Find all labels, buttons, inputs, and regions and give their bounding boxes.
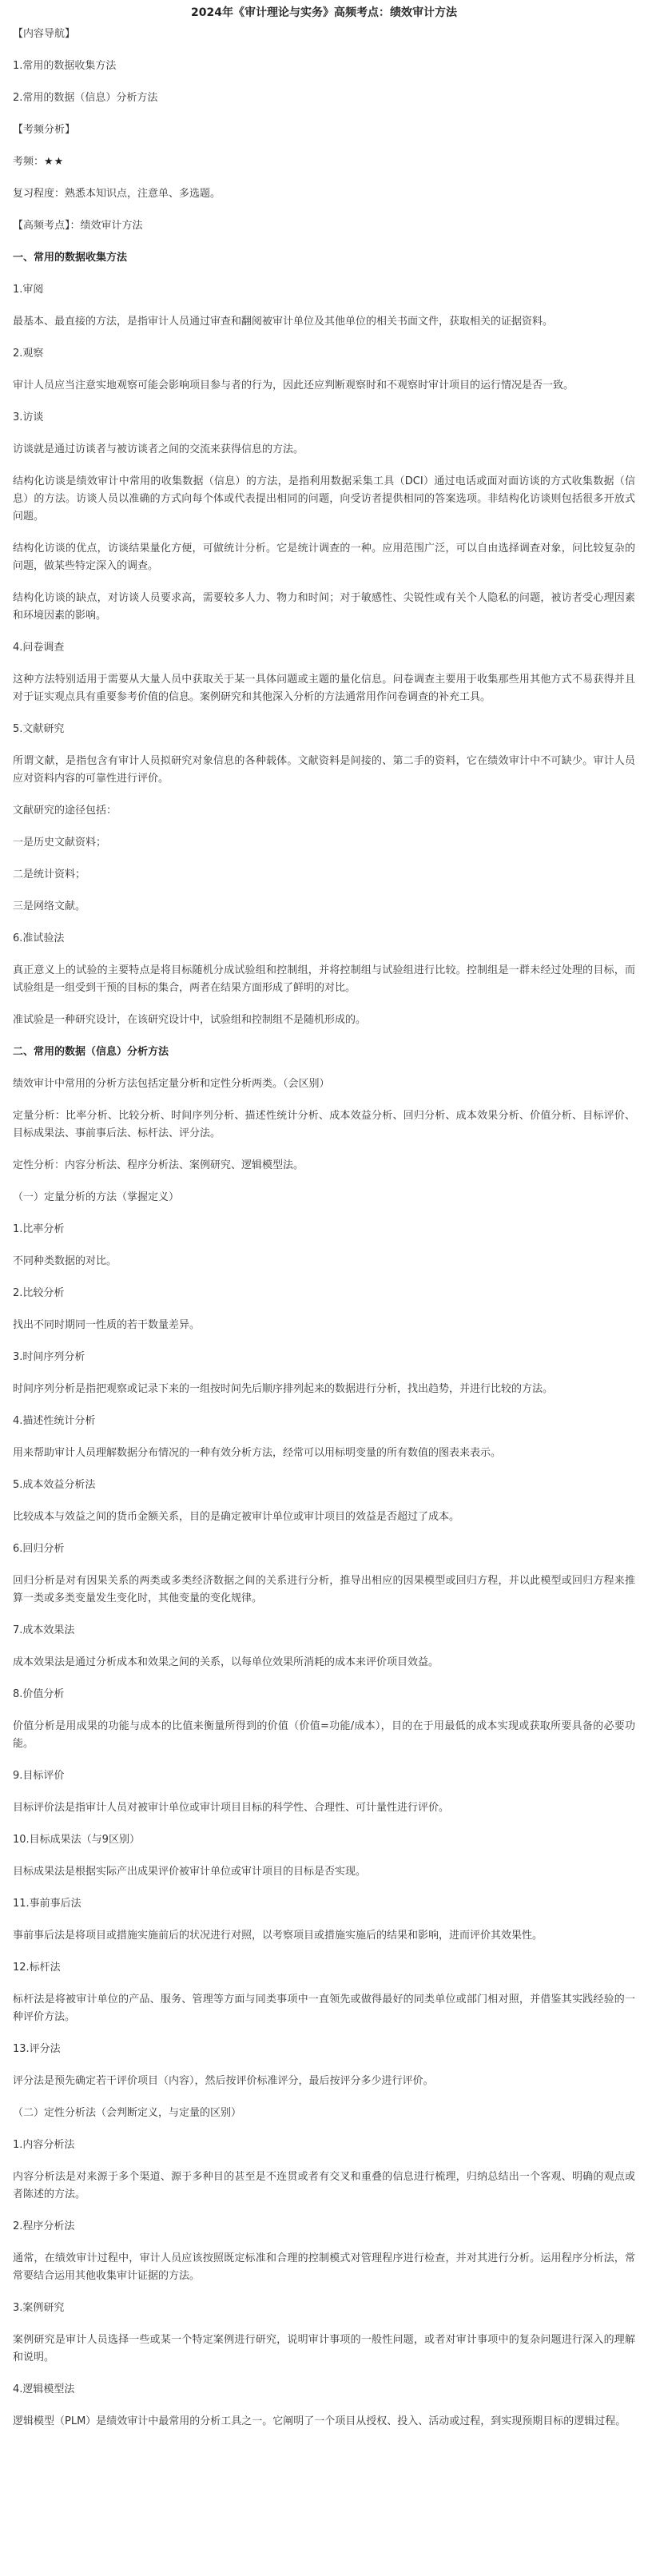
paragraph: 3.访谈 (13, 411, 44, 423)
paragraph: 1.常用的数据收集方法 (13, 60, 117, 72)
paragraph: 真正意义上的试验的主要特点是将目标随机分成试验组和控制组，并将控制组与试验组进行比较。控制组是一群未经过处理的目标，而试验组是一组受到干预的目标的集合，两者在结果方面形成了鲜明的对比。 (13, 964, 635, 994)
section-heading: 一、常用的数据收集方法 (13, 252, 128, 264)
paragraph: 4.问卷调查 (13, 642, 65, 654)
paragraph: 最基本、最直接的方法，是指审计人员通过审查和翻阅被审计单位及其他单位的相关书面文件，获取相关的证据资料。 (13, 316, 554, 328)
paragraph: 二是统计资料； (13, 869, 86, 881)
paragraph: 1.比率分析 (13, 1223, 65, 1235)
paragraph: 3.时间序列分析 (13, 1351, 85, 1363)
paragraph: 9.目标评价 (13, 1770, 65, 1782)
paragraph: 3.案例研究 (13, 2302, 65, 2314)
paragraph: 时间序列分析是指把观察或记录下来的一组按时间先后顺序排列起来的数据进行分析，找出趋势，并进行比较的方法。 (13, 1383, 554, 1395)
article-body (13, 26, 635, 2431)
paragraph: 逻辑模型（PLM）是绩效审计中最常用的分析工具之一。它阐明了一个项目从授权、投入、活动或过程，到实现预期目标的逻辑过程。 (13, 2415, 626, 2427)
frequency-line (13, 153, 635, 171)
paragraph: 2.常用的数据（信息）分析方法 (13, 92, 158, 104)
paragraph: 【考频分析】 (13, 124, 76, 136)
paragraph: 比较成本与效益之间的货币金额关系，目的是确定被审计单位或审计项目的效益是否超过了成本。 (13, 1511, 460, 1523)
article-title: 2024年《审计理论与实务》高频考点：绩效审计方法 (191, 6, 457, 19)
paragraph: 结构化访谈的优点，访谈结果量化方便，可做统计分析。它是统计调查的一种。应用范围广泛，可以自由选择调查对象，问比较复杂的问题，做某些特定深入的调查。 (13, 543, 635, 572)
paragraph: 所谓文献，是指包含有审计人员拟研究对象信息的各种载体。文献资料是间接的、第二手的资料，它在绩效审计中不可缺少。审计人员应对资料内容的可靠性进行评价。 (13, 755, 635, 785)
paragraph: 定性分析：内容分析法、程序分析法、案例研究、逻辑模型法。 (13, 1159, 304, 1171)
paragraph: 评分法是预先确定若干评价项目（内容），然后按评价标准评分，最后按评分多少进行评价。 (13, 2075, 434, 2087)
paragraph: 【高频考点】：绩效审计方法 (13, 220, 143, 232)
paragraph: 1.内容分析法 (13, 2139, 75, 2151)
paragraph: 5.文献研究 (13, 723, 65, 735)
paragraph: 11.事前事后法 (13, 1898, 81, 1910)
paragraph: 1.审阅 (13, 284, 44, 296)
paragraph: 案例研究是审计人员选择一些或某一个特定案例进行研究，说明审计事项的一般性问题，或者对审计事项中的复杂问题进行深入的理解和说明。 (13, 2334, 635, 2363)
article (13, 0, 635, 2431)
paragraph: 成本效果法是通过分析成本和效果之间的关系，以每单位效果所消耗的成本来评价项目效益。 (13, 1656, 439, 1668)
paragraph: （二）定性分析法（会判断定义，与定量的区别） (13, 2107, 242, 2119)
paragraph: 8.价值分析 (13, 1688, 65, 1700)
paragraph: （一）定量分析的方法（掌握定义） (13, 1191, 180, 1203)
paragraph: 标杆法是将被审计单位的产品、服务、管理等方面与同类事项中一直领先或做得最好的同类单位或部门相对照，并借鉴其实践经验的一种评价方法。 (13, 1994, 635, 2023)
frequency-label: 考频： (13, 156, 45, 168)
paragraph: 目标成果法是根据实际产出成果评价被审计单位或审计项目的目标是否实现。 (13, 1866, 367, 1878)
paragraph: 文献研究的途径包括： (13, 805, 117, 817)
paragraph: 【内容导航】 (13, 28, 76, 40)
paragraph: 2.比较分析 (13, 1287, 65, 1299)
paragraph: 一是历史文献资料； (13, 837, 107, 849)
paragraph: 不同种类数据的对比。 (13, 1255, 117, 1267)
paragraph: 访谈就是通过访谈者与被访谈者之间的交流来获得信息的方法。 (13, 443, 304, 455)
paragraph: 准试验是一种研究设计，在该研究设计中，试验组和控制组不是随机形成的。 (13, 1014, 367, 1026)
paragraph: 10.目标成果法（与9区别） (13, 1834, 140, 1846)
paragraph: 目标评价法是指审计人员对被审计单位或审计项目目标的科学性、合理性、可计量性进行评价。 (13, 1802, 450, 1814)
paragraph: 事前事后法是将项目或措施实施前后的状况进行对照，以考察项目或措施实施后的结果和影响，进而评价其效果性。 (13, 1930, 543, 1942)
paragraph: 13.评分法 (13, 2043, 61, 2055)
paragraph: 用来帮助审计人员理解数据分布情况的一种有效分析方法，经常可以用标明变量的所有数值的图表来表示。 (13, 1447, 502, 1459)
paragraph: 三是网络文献。 (13, 900, 86, 912)
paragraph: 7.成本效果法 (13, 1624, 75, 1636)
paragraph: 2.观察 (13, 348, 44, 360)
paragraph: 绩效审计中常用的分析方法包括定量分析和定性分析两类。（会区别） (13, 1078, 330, 1090)
section-heading: 二、常用的数据（信息）分析方法 (13, 1046, 169, 1058)
paragraph: 2.程序分析法 (13, 2220, 75, 2232)
paragraph: 结构化访谈的缺点，对访谈人员要求高，需要较多人力、物力和时间；对于敏感性、尖锐性或有关个人隐私的问题，被访者受心理因素和环境因素的影响。 (13, 592, 635, 622)
paragraph: 4.描述性统计分析 (13, 1415, 96, 1427)
paragraph: 复习程度：熟悉本知识点，注意单、多选题。 (13, 188, 221, 200)
paragraph: 6.准试验法 (13, 932, 65, 944)
paragraph: 找出不同时期同一性质的若干数量差异。 (13, 1319, 201, 1331)
paragraph: 审计人员应当注意实地观察可能会影响项目参与者的行为，因此还应判断观察时和不观察时审计项目的运行情况是否一致。 (13, 380, 574, 392)
paragraph: 定量分析：比率分析、比较分析、时间序列分析、描述性统计分析、成本效益分析、回归分析、成本效果分析、价值分析、目标评价、目标成果法、事前事后法、标杆法、评分法。 (13, 1110, 635, 1139)
paragraph: 结构化访谈是绩效审计中常用的收集数据（信息）的方法，是指利用数据采集工具（DCI）通过电话或面对面访谈的方式收集数据（信息）的方法。访谈人员以准确的方式向每个体或代表提出相同的问题，向受访者提供相同的答案选项。非结构化访谈则包括很多开放式问题。 (13, 475, 635, 523)
paragraph: 这种方法特别适用于需要从大量人员中获取关于某一具体问题或主题的量化信息。问卷调查主要用于收集那些用其他方式不易获得并且对于证实观点具有重要参考价值的信息。案例研究和其他深入分析的方法通常用作问卷调查的补充工具。 (13, 674, 635, 703)
paragraph: 通常，在绩效审计过程中，审计人员应该按照既定标准和合理的控制模式对管理程序进行检查，并对其进行分析。运用程序分析法，常常要结合运用其他收集审计证据的方法。 (13, 2252, 635, 2282)
paragraph: 5.成本效益分析法 (13, 1479, 96, 1491)
frequency-stars: ★★ (44, 156, 65, 168)
paragraph: 6.回归分析 (13, 1543, 65, 1555)
paragraph: 4.逻辑模型法 (13, 2383, 75, 2395)
paragraph: 价值分析是用成果的功能与成本的比值来衡量所得到的价值（价值=功能/成本），目的在于用最低的成本实现或获取所要具备的必要功能。 (13, 1720, 635, 1750)
paragraph: 回归分析是对有因果关系的两类或多类经济数据之间的关系进行分析，推导出相应的因果模型或回归方程，并以此模型或回归方程来推算一类或多类变量发生变化时，其他变量的变化规律。 (13, 1575, 635, 1604)
paragraph: 12.标杆法 (13, 1962, 61, 1974)
paragraph: 内容分析法是对来源于多个渠道、源于多种目的甚至是不连贯或者有交叉和重叠的信息进行梳理，归纳总结出一个客观、明确的观点或者陈述的方法。 (13, 2171, 635, 2200)
